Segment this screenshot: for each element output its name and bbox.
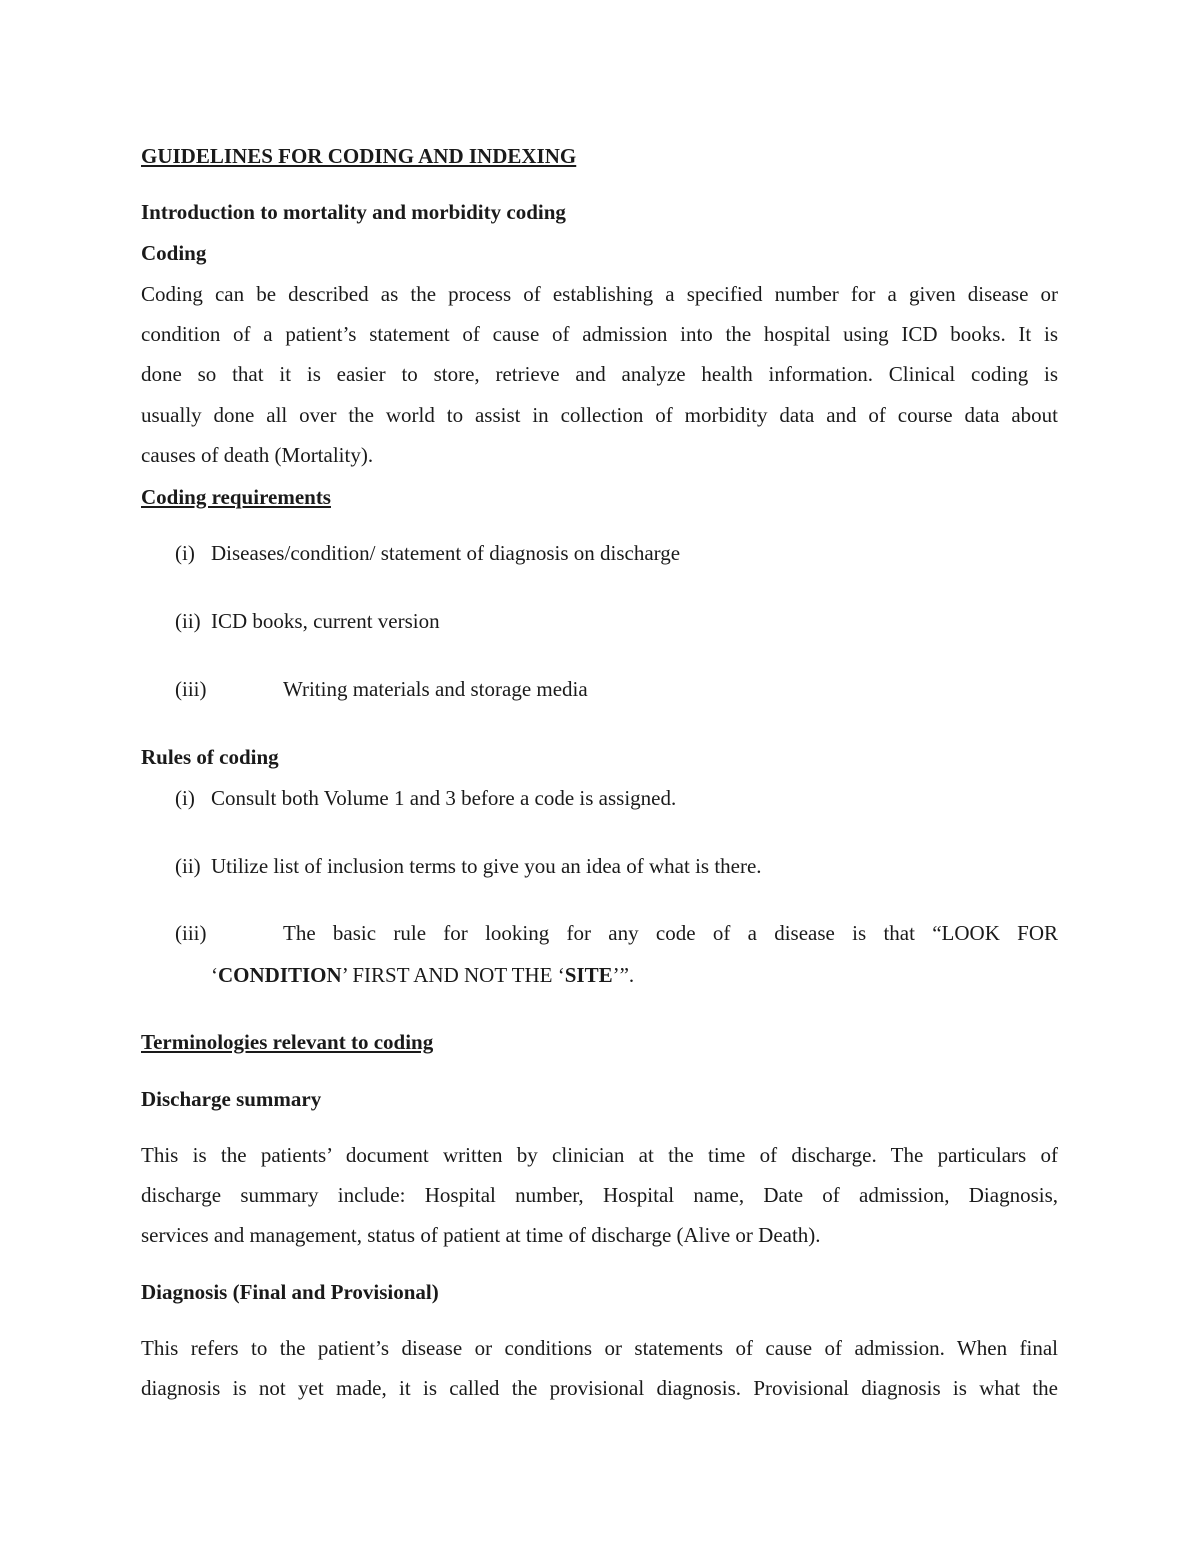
requirement-number: (ii) [175, 609, 201, 633]
terminologies-heading: Terminologies relevant to coding [141, 1030, 434, 1054]
discharge-paragraph-line: discharge summary include: Hospital number, Hospital name, Date of admission, Diagnosis, [141, 1183, 1058, 1207]
discharge-heading: Discharge summary [141, 1087, 322, 1111]
discharge-paragraph-line: This is the patients’ document written by clinician at the time of discharge. The particulars of [141, 1143, 1058, 1167]
document-title: GUIDELINES FOR CODING AND INDEXING [141, 144, 577, 168]
rule-continuation-middle: ’ FIRST AND NOT THE ‘ [341, 963, 565, 987]
coding-paragraph-line: condition of a patient’s statement of cause of admission into the hospital using ICD books. It is [141, 322, 1058, 346]
coding-paragraph-line: causes of death (Mortality). [141, 443, 374, 467]
diagnosis-heading: Diagnosis (Final and Provisional) [141, 1280, 439, 1304]
site-term: SITE [564, 963, 613, 987]
coding-paragraph-line: usually done all over the world to assist in collection of morbidity data and of course data about [141, 403, 1058, 427]
condition-term: CONDITION [218, 963, 342, 987]
discharge-paragraph-line: services and management, status of patient at time of discharge (Alive or Death). [141, 1223, 821, 1247]
coding-paragraph-line: done so that it is easier to store, retrieve and analyze health information. Clinical coding is [141, 362, 1058, 386]
rule-continuation [211, 962, 634, 988]
diagnosis-paragraph-line: diagnosis is not yet made, it is called the provisional diagnosis. Provisional diagnosis is what the [141, 1376, 1058, 1400]
requirement-number: (i) [175, 541, 195, 565]
requirement-text: Diseases/condition/ statement of diagnosis on discharge [211, 541, 681, 565]
requirements-heading: Coding requirements [141, 485, 331, 509]
rule-text: Consult both Volume 1 and 3 before a code is assigned. [211, 786, 677, 810]
rule-number: (iii) [175, 921, 207, 945]
rules-heading: Rules of coding [141, 745, 279, 769]
requirement-text: ICD books, current version [211, 609, 440, 633]
requirement-number: (iii) [175, 677, 207, 701]
open-quote: ‘ [211, 963, 218, 987]
coding-paragraph-line: Coding can be described as the process of establishing a specified number for a given disease or [141, 282, 1058, 306]
intro-heading: Introduction to mortality and morbidity coding [141, 200, 566, 224]
rule-number: (ii) [175, 854, 201, 878]
rule-text: The basic rule for looking for any code of a disease is that “LOOK FOR [283, 921, 1058, 945]
rule-text: Utilize list of inclusion terms to give you an idea of what is there. [211, 854, 762, 878]
coding-heading: Coding [141, 241, 207, 265]
requirement-text: Writing materials and storage media [283, 677, 588, 701]
diagnosis-paragraph-line: This refers to the patient’s disease or conditions or statements of cause of admission. When final [141, 1336, 1058, 1360]
rule-continuation-end: ’”. [612, 963, 635, 987]
rule-number: (i) [175, 786, 195, 810]
